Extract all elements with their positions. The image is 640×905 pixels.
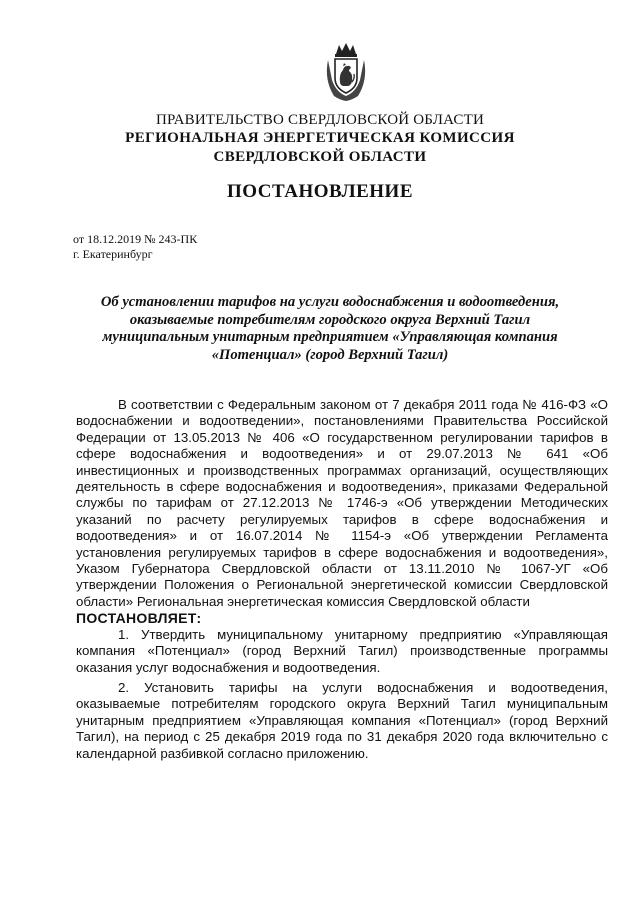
government-title: ПРАВИТЕЛЬСТВО СВЕРДЛОВСКОЙ ОБЛАСТИ [155,112,485,128]
document-date-number: от 18.12.2019 № 243-ПК [73,232,198,246]
document-city: г. Екатеринбург [73,247,153,261]
commission-title-line2: СВЕРДЛОВСКОЙ ОБЛАСТИ [213,149,427,165]
body-item-2: 2. Установить тарифы на услуги водоснабжения и водоотведения, оказываемые потребителям городского округа Верхний Тагил муниципальным унитарным предприятием «Управляющая компания «Потенциал» (город Верхний Тагил), на период с 25 декабря 2019 года по 31 декабря 2020 года включительно с календарной разбивкой согласно приложению. [76,679,608,761]
coat-of-arms-icon [322,40,370,102]
body-item-1: 1. Утвердить муниципальному унитарному предприятию «Управляющая компания «Потенциал» (город Верхний Тагил) производственные программы оказания услуг водоснабжения и водоотведения. [76,626,608,675]
document-type: ПОСТАНОВЛЕНИЕ [226,181,414,202]
commission-title-line1: РЕГИОНАЛЬНАЯ ЭНЕРГЕТИЧЕСКАЯ КОМИССИЯ [125,130,515,146]
body-intro-paragraph: В соответствии с Федеральным законом от 7 декабря 2011 года № 416-ФЗ «О водоснабжении и водоотведении», постановлениями Правительства Российской Федерации от 13.05.2013 № 406 «О государственном регулировании тарифов в сфере водоснабжения и водоотведения» и от 29.07.2013 № 641 «Об инвестиционных и производственных программах организаций, осуществляющих деятельность в сфере водоснабжения и водоотведения», приказами Федеральной службы по тарифам от 27.12.2013 № 1746-э «Об утверждении Методических указаний по расчету регулируемых тарифов в сфере водоснабжения и водоотведения» и от 16.07.2014 № 1154-э «Об утверждении Регламента установления регулируемых тарифов в сфере водоснабжения и водоотведения», Указом Губернатора Свердловской области от 13.11.2010 № 1067-УГ «Об утверждении Положения о Региональной энергетической комиссии Свердловской области» Региональная энергетическая комиссия Свердловской области [76,397,608,609]
document-body [76,397,608,762]
document-subject: Об установлении тарифов на услуги водоснабжения и водоотведения, оказываемые потребителям городского округа Верхний Тагил муниципальным унитарным предприятием «Управляющая компания «Потенциал» (город Верхний Тагил) [100,294,560,363]
decree-heading: ПОСТАНОВЛЯЕТ: [76,610,202,627]
